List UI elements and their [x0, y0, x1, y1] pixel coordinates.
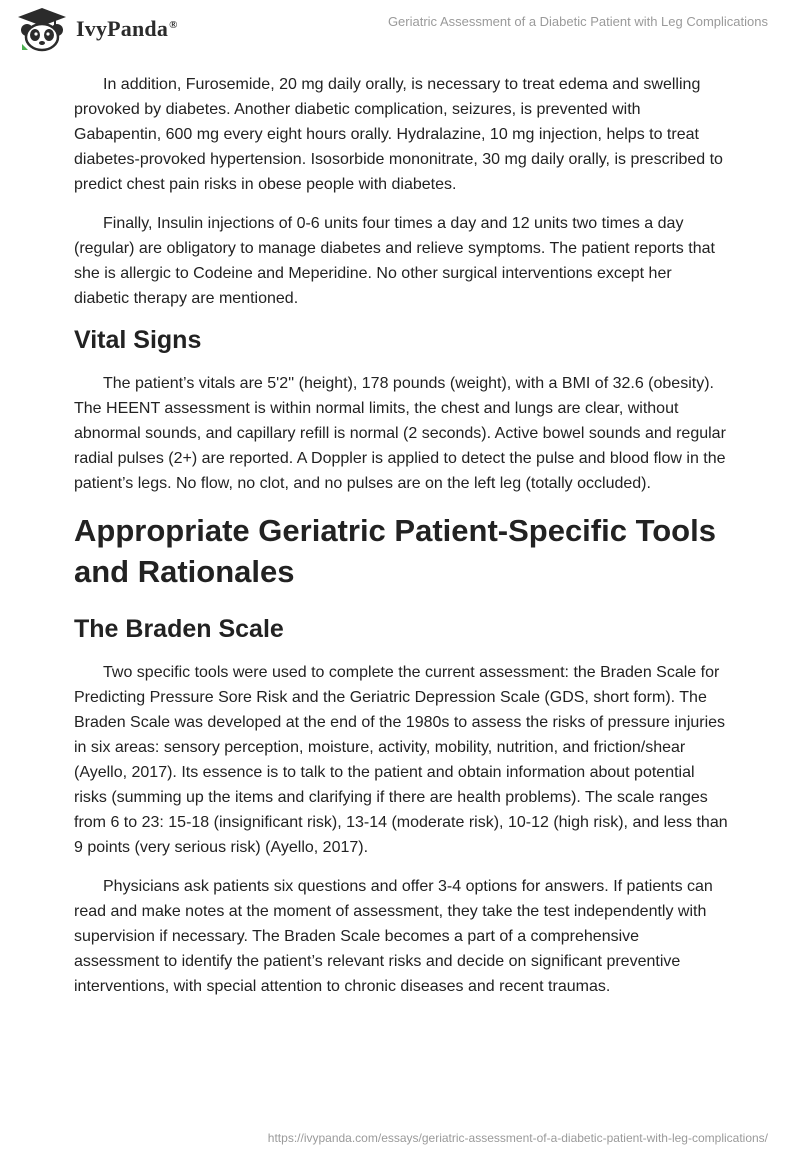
paragraph-vitals: The patient’s vitals are 5'2'' (height), 178 pounds (weight), with a BMI of 32.6 (obesity). The HEENT assessment is within normal limits, the chest and lungs are clear, without abnormal sounds, and capillary refill is normal (2 seconds). Active bowel sounds and regular radial pulses (2+) are reported. A Doppler is applied to detect the pulse and blood flow in the patient’s legs. No flow, no clot, and no pulses are on the left leg (totally occluded).: [74, 375, 726, 492]
paragraph-insulin: Finally, Insulin injections of 0-6 units four times a day and 12 units two times a day (regular) are obligatory to manage diabetes and relieve symptoms. The patient reports that she is allergic to Codeine and Meperidine. No other surgical interventions except her diabetic therapy are mentioned.: [74, 215, 715, 307]
paragraph-braden-questions: Physicians ask patients six questions and offer 3-4 options for answers. If patients can read and make notes at the moment of assessment, they take the test independently with supervision if necessary. The Braden Scale becomes a part of a comprehensive assessment to identify the patient’s relevant risks and decide on significant preventive interventions, with special attention to chronic diseases and recent traumas.: [74, 878, 713, 995]
source-url[interactable]: https://ivypanda.com/essays/geriatric-assessment-of-a-diabetic-patient-with-leg-complications/: [267, 1131, 768, 1145]
paragraph-braden-tools: Two specific tools were used to complete the current assessment: the Braden Scale for Predicting Pressure Sore Risk and the Geriatric Depression Scale (GDS, short form). The Braden Scale was developed at the end of the 1980s to assess the risks of pressure injuries in six areas: sensory perception, moisture, activity, mobility, nutrition, and friction/shear (Ayello, 2017). Its essence is to talk to the patient and obtain information about potential risks (summing up the items and clarifying if there are health problems). The scale ranges from 6 to 23: 15-18 (insignificant risk), 13-14 (moderate risk), 10-12 (high risk), and less than 9 points (very serious risk) (Ayello, 2017).: [74, 664, 728, 856]
document-title: Geriatric Assessment of a Diabetic Patient with Leg Complications: [387, 14, 768, 29]
ivypanda-logo[interactable]: [14, 6, 178, 52]
paragraph-medications: In addition, Furosemide, 20 mg daily orally, is necessary to treat edema and swelling provoked by diabetes. Another diabetic complication, seizures, is prevented with Gabapentin, 600 mg every eight hours orally. Hydralazine, 10 mg injection, helps to treat diabetes-provoked hypertension. Isosorbide mononitrate, 30 mg daily orally, is prescribed to predict chest pain risks in obese people with diabetes.: [74, 76, 723, 193]
page-header: [0, 0, 800, 60]
heading-braden-scale: The Braden Scale: [74, 615, 284, 643]
essay-content: [74, 72, 728, 1013]
logo-wordmark: IvyPanda®: [76, 16, 178, 41]
heading-tools-rationales: Appropriate Geriatric Patient-Specific Tools and Rationales: [74, 513, 716, 589]
heading-vital-signs: Vital Signs: [74, 326, 202, 354]
panda-graduate-icon: [14, 6, 70, 52]
